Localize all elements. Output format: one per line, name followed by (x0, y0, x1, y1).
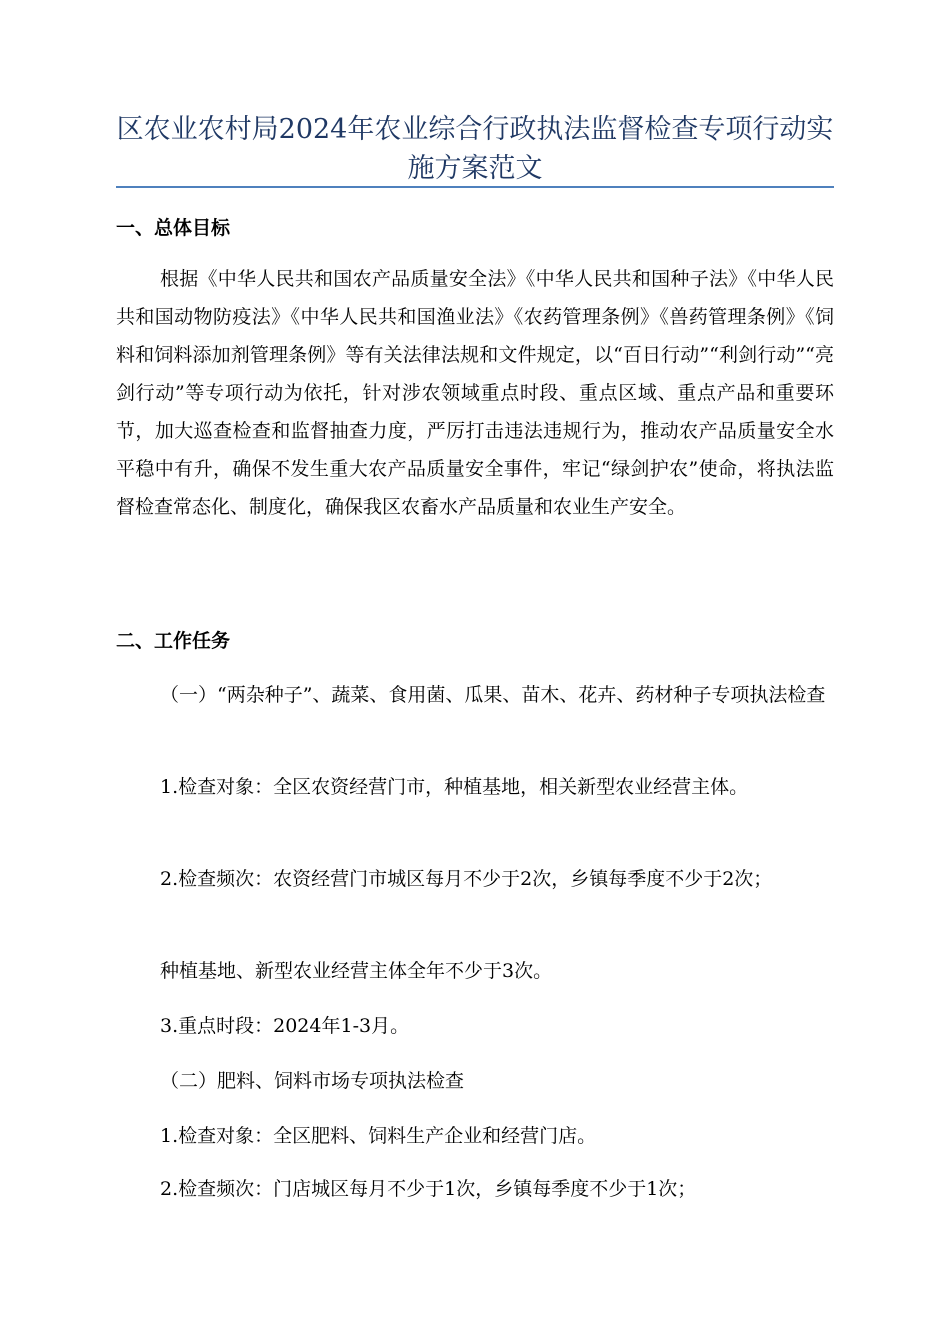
task-item: 1.检查对象：全区肥料、饲料生产企业和经营门店。 (160, 1125, 597, 1147)
task-item: 3.重点时段：2024年1-3月。 (160, 1015, 410, 1037)
section-heading-goals: 一、总体目标 (116, 217, 231, 239)
section-paragraph-goals: 根据《中华人民共和国农产品质量安全法》《中华人民共和国种子法》《中华人民共和国动物防疫法》《中华人民共和国渔业法》《农药管理条例》《兽药管理条例》《饲料和饲料添加剂管理条例》等有关法律法规和文件规定，以“百日行动”“利剑行动”“亮剑行动”等专项行动为依托，针对涉农领域重点时段、重点区域、重点产品和重要环节，加大巡查检查和监督抽查力度，严厉打击违法违规行为，推动农产品质量安全水平稳中有升，确保不发生重大农产品质量安全事件，牢记“绿剑护农”使命，将执法监督检查常态化、制度化，确保我区农畜水产品质量和农业生产安全。 (116, 268, 834, 518)
title-underline (116, 186, 834, 188)
task-item: 2.检查频次：农资经营门市城区每月不少于2次，乡镇每季度不少于2次； (160, 868, 773, 890)
task-subheading-seeds: （一）“两杂种子”、蔬菜、食用菌、瓜果、苗木、花卉、药材种子专项执法检查 (160, 684, 826, 706)
task-item: 1.检查对象：全区农资经营门市，种植基地，相关新型农业经营主体。 (160, 776, 749, 798)
section-heading-tasks: 二、工作任务 (116, 630, 231, 652)
task-item: 种植基地、新型农业经营主体全年不少于3次。 (160, 960, 553, 982)
task-item: 2.检查频次：门店城区每月不少于1次，乡镇每季度不少于1次； (160, 1178, 697, 1200)
document-title: 区农业农村局2024年农业综合行政执法监督检查专项行动实施方案范文 (116, 114, 834, 184)
task-subheading-fertilizer: （二）肥料、饲料市场专项执法检查 (160, 1070, 465, 1092)
